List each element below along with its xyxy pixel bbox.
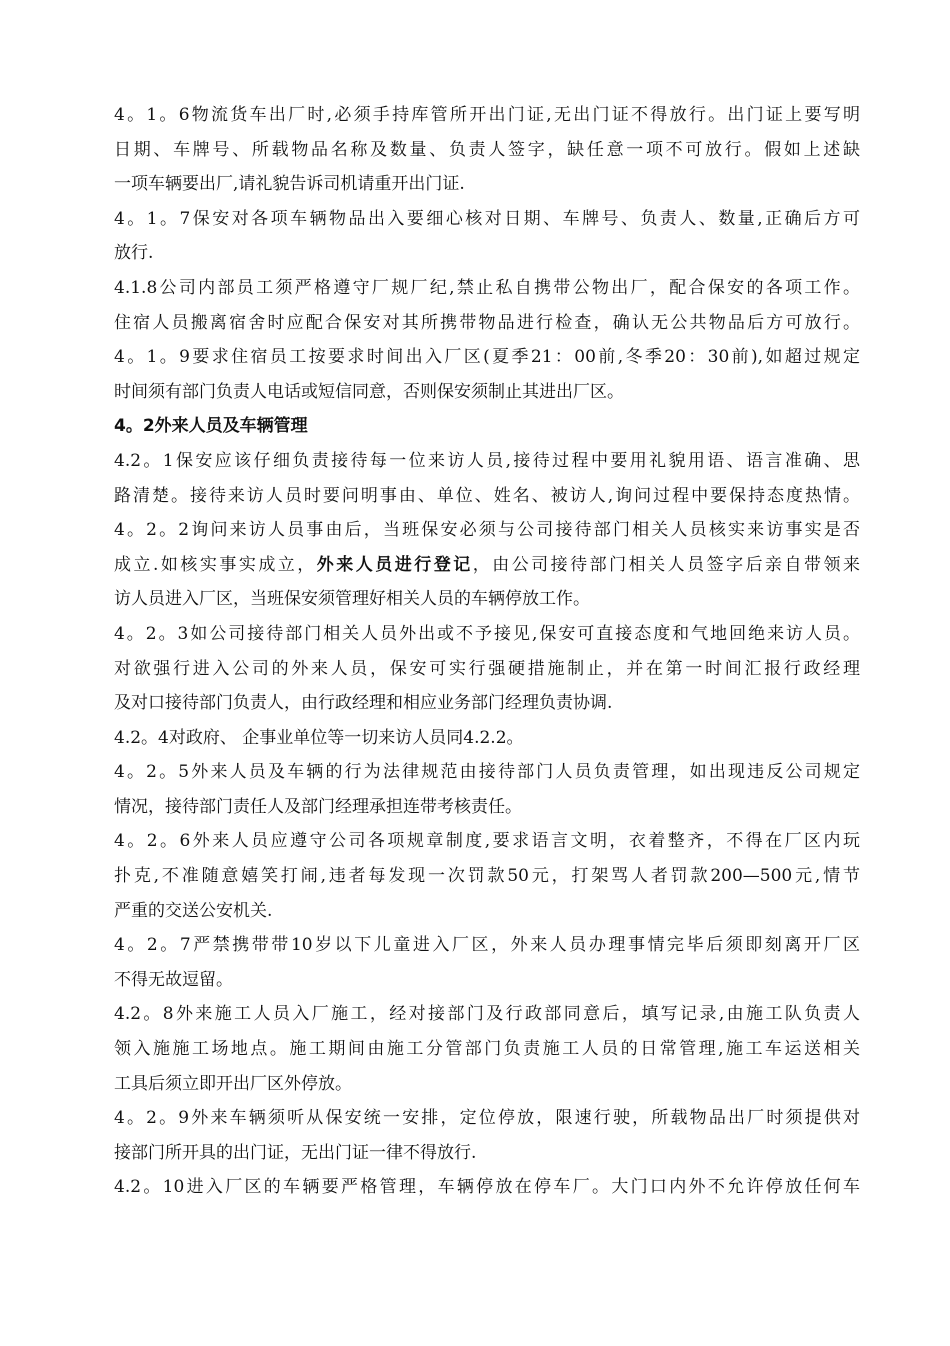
text-line: 4。2。6外来人员应遵守公司各项规章制度,要求语言文明，衣着整齐，不得在厂区内玩 (114, 831, 860, 852)
text-line: 4。1。7保安对各项车辆物品出入要细心核对日期、车牌号、负责人、数量,正确后方可 (114, 208, 860, 229)
text-line: 4。2。9外来车辆须听从保安统一安排，定位停放，限速行驶，所载物品出厂时须提供对 (114, 1108, 860, 1129)
text-line: 4.2。8外来施工人员入厂施工，经对接部门及行政部同意后，填写记录,由施工队负责人 (114, 1004, 860, 1025)
section-heading: 4。2外来人员及车辆管理 (114, 416, 308, 437)
text-line: 4。2。3如公司接待部门相关人员外出或不予接见,保安可直接态度和气地回绝来访人员。 (114, 623, 860, 644)
text-line: 4.2。4对政府、 企事业单位等一切来访人员同4.2.2。 (114, 727, 524, 748)
text-line: 不得无故逗留。 (114, 969, 233, 990)
text-line: 访人员进入厂区，当班保安须管理好相关人员的车辆停放工作。 (114, 589, 590, 610)
emphasis-text: 外来人员进行登记 (316, 554, 473, 575)
text-line: 扑克,不准随意嬉笑打闹,违者每发现一次罚款50元，打架骂人者罚款200—500元,情节 (114, 866, 860, 887)
text-line: 及对口接待部门负责人，由行政经理和相应业务部门经理负责协调. (114, 693, 613, 714)
text-line: 领入施施工场地点。施工期间由施工分管部门负责施工人员的日常管理,施工车运送相关 (114, 1039, 860, 1060)
text-line: 日期、车牌号、所载物品名称及数量、负责人签字，缺任意一项不可放行。假如上述缺 (114, 139, 860, 160)
text-line: 路清楚。接待来访人员时要问明事由、单位、姓名、被访人,询问过程中要保持态度热情。 (114, 485, 860, 506)
text-line: 接部门所开具的出门证，无出门证一律不得放行. (114, 1142, 477, 1163)
text-line: 住宿人员搬离宿舍时应配合保安对其所携带物品进行检查，确认无公共物品后方可放行。 (114, 312, 860, 333)
text-line: 4。2。7严禁携带带10岁以下儿童进入厂区，外来人员办理事情完毕后须即刻离开厂区 (114, 935, 860, 956)
text-line: 4。1。9要求住宿员工按要求时间出入厂区(夏季21：00前,冬季20：30前),如超过规定 (114, 347, 860, 368)
text-line: 4.1.8公司内部员工须严格遵守厂规厂纪,禁止私自携带公物出厂，配合保安的各项工作。 (114, 277, 860, 298)
text-line: 工具后须立即开出厂区外停放。 (114, 1073, 352, 1094)
text-span: 成立.如核实事实成立， (114, 554, 317, 575)
text-line: 4。1。6物流货车出厂时,必须手持库管所开出门证,无出门证不得放行。出门证上要写明 (114, 105, 860, 125)
text-line: 时间须有部门负责人电话或短信同意，否则保安须制止其进出厂区。 (114, 381, 624, 402)
text-line: 4.2。1保安应该仔细负责接待每一位来访人员,接待过程中要用礼貌用语、语言准确、思 (114, 450, 860, 471)
text-line: 情况，接待部门责任人及部门经理承担连带考核责任。 (114, 796, 522, 817)
text-line: 4。2。2询问来访人员事由后，当班保安必须与公司接待部门相关人员核实来访事实是否 (114, 520, 860, 541)
text-line: 4。2。5外来人员及车辆的行为法律规范由接待部门人员负责管理，如出现违反公司规定 (114, 762, 860, 783)
text-line: 对欲强行进入公司的外来人员，保安可实行强硬措施制止，并在第一时间汇报行政经理 (114, 658, 860, 679)
text-line-with-emphasis (114, 548, 860, 583)
text-line: 放行. (114, 243, 154, 264)
text-line: 严重的交送公安机关. (114, 900, 273, 921)
text-span: ，由公司接待部门相关人员签字后亲自带领来 (472, 554, 860, 575)
text-line: 4.2。10进入厂区的车辆要严格管理，车辆停放在停车厂。大门口内外不允许停放任何车 (114, 1177, 860, 1198)
text-line: 一项车辆要出厂,请礼貌告诉司机请重开出门证. (114, 174, 465, 195)
